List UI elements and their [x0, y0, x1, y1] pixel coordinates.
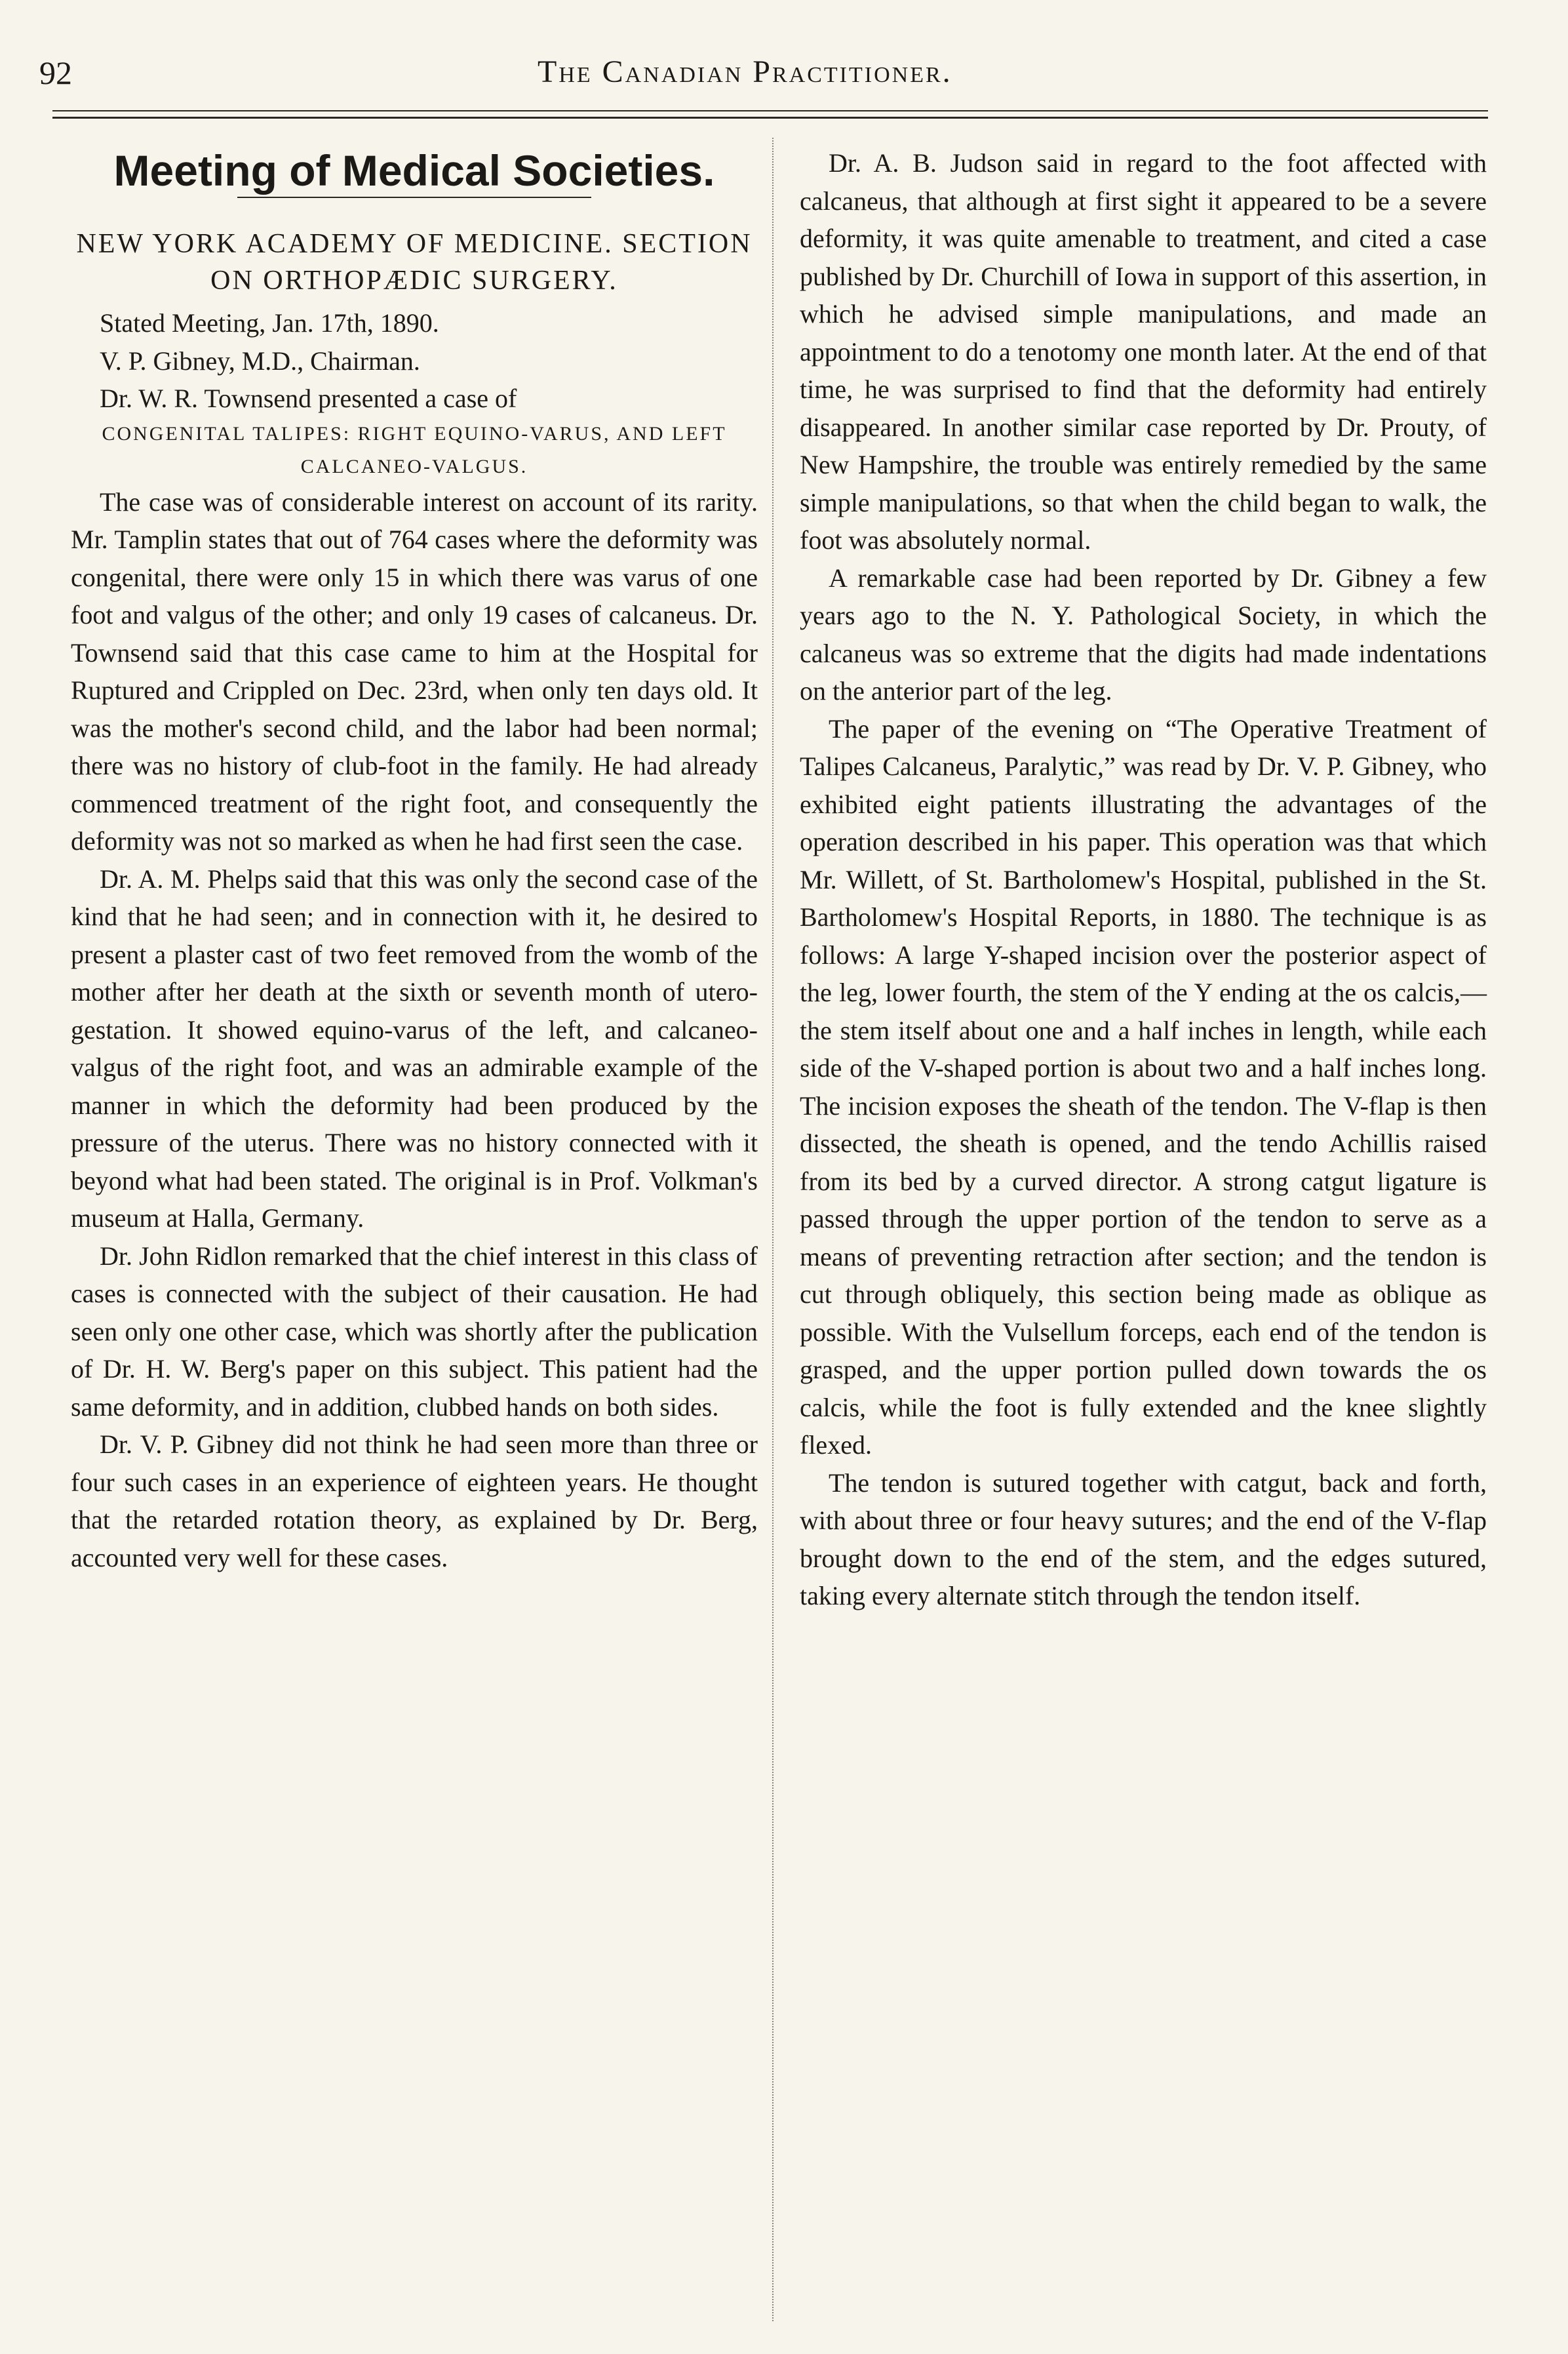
paragraph: Dr. John Ridlon remarked that the chief interest in this class of cases is connected with the subject of their causation. He had seen only one other case, which was shortly after the publication of Dr. H. W. Berg's paper on this subject. This patient had the same deformity, and in addition, clubbed hands on both sides.: [71, 1241, 758, 1422]
column-divider: [772, 138, 774, 2321]
page-number: 92: [39, 54, 72, 91]
case-intro: Dr. W. R. Townsend presented a case of: [100, 384, 517, 413]
header-rule: [52, 110, 1488, 111]
header-rule-double: [52, 117, 1488, 119]
chairman: V. P. Gibney, M.D., Chairman.: [100, 346, 420, 376]
right-column: [800, 144, 1487, 1615]
page-header: [39, 54, 1481, 106]
paragraph: A remarkable case had been reported by Dr. Gibney a few years ago to the N. Y. Pathological Society, in which the calcaneus was so extreme that the digits had made indentations on the anterior part of the leg.: [800, 563, 1487, 706]
paragraph: The paper of the evening on “The Operative Treatment of Talipes Calcaneus, Paralytic,” was read by Dr. V. P. Gibney, who exhibited eight patients illustrating the advantages of the operation described in his paper. This operation was that which Mr. Willett, of St. Bartholomew's Hospital, published in the St. Bartholomew's Hospital Reports, in 1880. The technique is as follows: A large Y-shaped incision over the posterior aspect of the leg, lower fourth, the stem of the Y ending at the os calcis,—the stem itself about one and a half inches in length, while each side of the V-shaped portion is about two and a half inches long. The incision exposes the sheath of the tendon. The V-flap is then dissected, the sheath is opened, and the tendo Achillis raised from its bed by a curved director. A strong catgut ligature is passed through the upper portion of the tendon to serve as a means of preventing retraction after section; and the tendon is cut through obliquely, this section being made as oblique as possible. With the Vulsellum forceps, each end of the tendon is grasped, and the upper portion pulled down towards the os calcis, while the foot is fully extended and the knee slightly flexed.: [800, 713, 1487, 1460]
running-title: The Canadian Practitioner.: [538, 54, 952, 89]
section-heading: Meeting of Medical Societies.: [113, 146, 715, 195]
heading-rule: [237, 197, 591, 198]
case-title: CONGENITAL TALIPES: RIGHT EQUINO-VARUS, AND LEFT CALCANEO-VALGUS.: [102, 422, 727, 477]
paragraph: The tendon is sutured together with catgut, back and forth, with about three or four heavy sutures; and the end of the V-flap brought down to the end of the stem, and the edges sutured, taking every alternate stitch through the tendon itself.: [800, 1467, 1487, 1610]
paragraph: The case was of considerable interest on account of its rarity. Mr. Tamplin states that out of 764 cases where the deformity was congenital, there were only 15 in which there was varus of one foot and valgus of the other; and only 19 cases of calcaneus. Dr. Townsend said that this case came to him at the Hospital for Ruptured and Crippled on Dec. 23rd, when only ten days old. It was the mother's second child, and the labor had been normal; there was no history of club-foot in the family. He had already commenced treatment of the right foot, and consequently the deformity was not so marked as when he had first seen the case.: [71, 487, 758, 856]
meeting-date: Stated Meeting, Jan. 17th, 1890.: [100, 308, 439, 338]
paragraph: Dr. A. M. Phelps said that this was only the second case of the kind that he had seen; and in connection with it, he desired to present a plaster cast of two feet removed from the womb of the mother after her death at the sixth or seventh month of utero-gestation. It showed equino-varus of the left, and calcaneo-valgus of the right foot, and was an admirable example of the manner in which the deformity had been produced by the pressure of the uterus. There was no history connected with it beyond what had been stated. The original is in Prof. Volkman's museum at Halla, Germany.: [71, 864, 758, 1233]
left-column: [71, 144, 758, 1576]
paragraph: Dr. V. P. Gibney did not think he had seen more than three or four such cases in an experience of eighteen years. He thought that the retarded rotation theory, as explained by Dr. Berg, accounted very well for these cases.: [71, 1429, 758, 1572]
society-heading: NEW YORK ACADEMY OF MEDICINE. SECTION ON ORTHOPÆDIC SURGERY.: [76, 229, 753, 296]
paragraph: Dr. A. B. Judson said in regard to the foot affected with calcaneus, that although at first sight it appeared to be a severe deformity, it was quite amenable to treatment, and cited a case published by Dr. Churchill of Iowa in support of this assertion, in which he advised simple manipulations, and made an appointment to do a tenotomy one month later. At the end of that time, he was surprised to find that the deformity had entirely disappeared. In another similar case reported by Dr. Prouty, of New Hampshire, the trouble was entirely remedied by the same simple manipulations, so that when the child began to walk, the foot was absolutely normal.: [800, 148, 1487, 555]
